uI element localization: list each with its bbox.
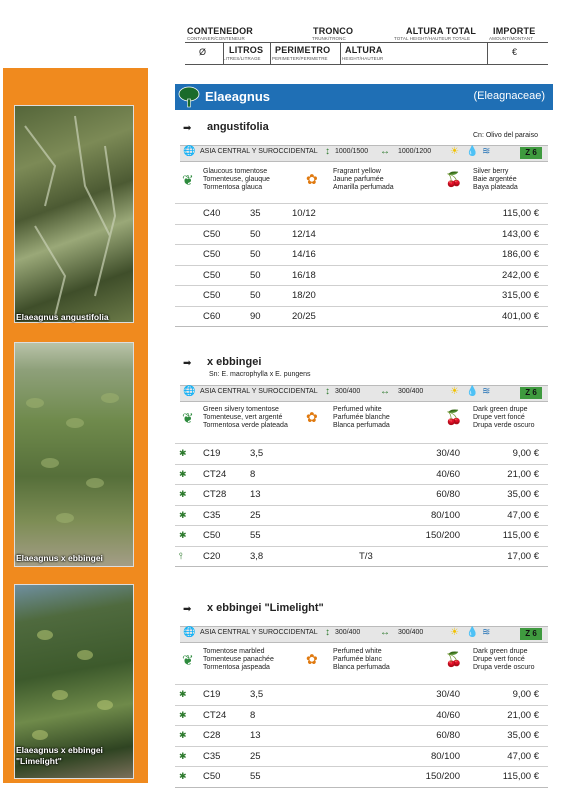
container-size: C19 bbox=[203, 689, 221, 700]
trunk-value: T/3 bbox=[359, 550, 373, 562]
flower-text-line: Parfumée blanc bbox=[333, 656, 383, 664]
liters-value: 25 bbox=[250, 750, 261, 762]
globe-icon: 🌐 bbox=[183, 627, 196, 638]
liters-value: 8 bbox=[250, 709, 256, 721]
header-altura-sub: HEIGHT/HAUTEUR bbox=[342, 56, 384, 61]
water-drop-icon: 💧 bbox=[466, 146, 479, 157]
flower-icon: ✿ bbox=[306, 409, 318, 425]
plant-icon: ✱ bbox=[179, 771, 187, 781]
wind-icon: ≋ bbox=[482, 386, 491, 397]
arrow-icon: ➡ bbox=[183, 604, 192, 615]
plant-icon: ✱ bbox=[179, 509, 187, 520]
common-name: Cn: Olivo del paraiso bbox=[473, 132, 538, 139]
header-perimeter-sub: PERIMETER/PERIMETRE bbox=[272, 56, 328, 61]
liters-value: 25 bbox=[250, 509, 261, 521]
genus-family: (Eleagnaceae) bbox=[473, 90, 545, 102]
price-value: 47,00 € bbox=[507, 750, 539, 762]
info-bar bbox=[180, 626, 548, 643]
container-size: C50 bbox=[203, 269, 221, 281]
container-size: C60 bbox=[203, 310, 221, 322]
width-range: 300/400 bbox=[398, 388, 424, 395]
section-bottom-line bbox=[175, 326, 548, 327]
price-value: 21,00 € bbox=[507, 709, 539, 721]
photo-caption: Elaeagnus x ebbingei bbox=[16, 553, 103, 563]
header-liters-sub: LITRES/LITRAGE bbox=[223, 56, 261, 61]
flower-text-line: Jaune parfumée bbox=[333, 176, 384, 184]
width-range: 300/400 bbox=[398, 629, 424, 636]
fruit-text-line: Dark green drupe bbox=[473, 648, 528, 655]
price-value: 115,00 € bbox=[502, 771, 539, 782]
species-name: x ebbingei bbox=[207, 356, 262, 368]
container-size: CT24 bbox=[203, 468, 227, 480]
header-trunk-title: TRONCO bbox=[313, 26, 354, 36]
table-row bbox=[175, 464, 548, 484]
table-row bbox=[175, 746, 548, 766]
leaf-description bbox=[203, 648, 274, 673]
photo-ebbingei bbox=[14, 342, 134, 567]
flower-text-line: Blanca perfumada bbox=[333, 422, 390, 430]
leaf-text-line: Tomenteuse panachée bbox=[203, 656, 274, 664]
height-range: 300/400 bbox=[335, 629, 361, 636]
height-value: 150/200 bbox=[425, 771, 460, 782]
width-icon: ↔ bbox=[380, 386, 390, 397]
width-icon: ↔ bbox=[380, 146, 390, 157]
height-value: 80/100 bbox=[430, 509, 460, 521]
liters-value: 55 bbox=[250, 771, 261, 782]
table-row bbox=[175, 306, 548, 326]
height-value: 30/40 bbox=[436, 689, 460, 700]
price-value: 115,00 € bbox=[502, 208, 539, 219]
fruit-text-line: Baie argentée bbox=[473, 176, 517, 184]
plant-icon: ✱ bbox=[179, 709, 187, 720]
price-value: 47,00 € bbox=[507, 509, 539, 521]
price-value: 9,00 € bbox=[512, 448, 539, 459]
liters-value: 13 bbox=[250, 489, 261, 500]
liters-value: 3,5 bbox=[250, 689, 264, 700]
height-value: 40/60 bbox=[436, 468, 460, 480]
sun-icon: ☀ bbox=[450, 146, 459, 157]
fruit-text-line: Silver berry bbox=[473, 168, 509, 175]
standard-tree-icon: ⫯ bbox=[179, 550, 183, 561]
foliage-illustration bbox=[15, 106, 133, 322]
perimeter-value: 10/12 bbox=[292, 208, 316, 219]
sun-icon: ☀ bbox=[450, 386, 459, 397]
price-value: 21,00 € bbox=[507, 468, 539, 480]
plant-icon: ✱ bbox=[179, 730, 187, 740]
fruit-text-line: Baya plateada bbox=[473, 184, 518, 192]
table-row bbox=[175, 224, 548, 244]
price-value: 143,00 € bbox=[502, 228, 539, 240]
genus-name: Elaeagnus bbox=[205, 89, 271, 104]
header-container-title: CONTENEDOR bbox=[187, 26, 254, 36]
header-currency: € bbox=[512, 47, 518, 57]
plant-icon: ✱ bbox=[179, 530, 187, 540]
header-amount-sub: AMOUNT/MONTANT bbox=[489, 36, 534, 41]
container-size: CT24 bbox=[203, 709, 227, 721]
photo-caption: Elaeagnus angustifolia bbox=[16, 312, 109, 322]
height-value: 60/80 bbox=[436, 730, 460, 741]
region-label: ASIA CENTRAL Y SUROCCIDENTAL bbox=[200, 148, 318, 155]
genus-title-bar bbox=[175, 84, 553, 110]
fruit-text-line: Dark green drupe bbox=[473, 406, 528, 413]
price-value: 17,00 € bbox=[507, 550, 539, 562]
container-size: C28 bbox=[203, 730, 221, 741]
plant-icon: ✱ bbox=[179, 468, 187, 479]
liters-value: 8 bbox=[250, 468, 256, 480]
region-label: ASIA CENTRAL Y SUROCCIDENTAL bbox=[200, 629, 318, 636]
height-range: 300/400 bbox=[335, 388, 361, 395]
height-value: 60/80 bbox=[436, 489, 460, 500]
fruit-icon: 🍒 bbox=[445, 651, 463, 667]
perimeter-value: 16/18 bbox=[292, 269, 316, 281]
leaf-text-line: Tormentosa glauca bbox=[203, 184, 263, 192]
price-value: 35,00 € bbox=[507, 489, 539, 500]
globe-icon: 🌐 bbox=[183, 386, 196, 397]
wind-icon: ≋ bbox=[482, 146, 491, 157]
fruit-icon: 🍒 bbox=[445, 171, 463, 187]
flower-text-line: Fragrant yellow bbox=[333, 168, 381, 175]
table-row bbox=[175, 285, 548, 305]
sun-icon: ☀ bbox=[450, 627, 459, 638]
height-value: 80/100 bbox=[430, 750, 460, 762]
fruit-text-line: Drupe vert foncé bbox=[473, 656, 525, 664]
plant-icon: ✱ bbox=[179, 689, 187, 699]
container-size: C40 bbox=[203, 208, 221, 219]
photo-angustifolia bbox=[14, 105, 134, 323]
price-value: 115,00 € bbox=[502, 530, 539, 541]
orange-sidebar bbox=[3, 68, 148, 783]
flower-text-line: Amarilla perfumada bbox=[333, 184, 394, 192]
perimeter-value: 18/20 bbox=[292, 290, 316, 301]
height-icon: ↕ bbox=[325, 386, 330, 397]
perimeter-value: 12/14 bbox=[292, 228, 316, 240]
region-label: ASIA CENTRAL Y SUROCCIDENTAL bbox=[200, 388, 318, 395]
fruit-text-line: Drupa verde oscuro bbox=[473, 664, 535, 672]
tree-icon bbox=[178, 86, 200, 108]
leaf-text-line: Green silvery tomentose bbox=[203, 406, 279, 413]
liters-value: 50 bbox=[250, 249, 261, 260]
flower-text-line: Perfumed white bbox=[333, 406, 382, 413]
table-row bbox=[175, 684, 548, 704]
perimeter-value: 14/16 bbox=[292, 249, 316, 260]
header-altura-title: ALTURA bbox=[345, 45, 383, 55]
flower-description bbox=[333, 168, 394, 193]
wind-icon: ≋ bbox=[482, 627, 491, 638]
container-size: C50 bbox=[203, 228, 221, 240]
container-size: C50 bbox=[203, 530, 221, 541]
container-size: C19 bbox=[203, 448, 221, 459]
arrow-icon: ➡ bbox=[183, 358, 192, 369]
container-size: C50 bbox=[203, 249, 221, 260]
leaf-description bbox=[203, 406, 288, 431]
arrow-icon: ➡ bbox=[183, 123, 192, 134]
table-row bbox=[175, 505, 548, 525]
photo-caption: Elaeagnus x ebbingei "Limelight" bbox=[16, 745, 103, 766]
container-size: C35 bbox=[203, 750, 221, 762]
fruit-icon: 🍒 bbox=[445, 409, 463, 425]
plant-icon: ✱ bbox=[179, 448, 187, 458]
price-value: 242,00 € bbox=[502, 269, 539, 281]
container-size: C20 bbox=[203, 550, 221, 562]
liters-value: 50 bbox=[250, 228, 261, 240]
table-row bbox=[175, 203, 548, 223]
price-value: 9,00 € bbox=[512, 689, 539, 700]
fruit-text-line: Drupa verde oscuro bbox=[473, 422, 535, 430]
flower-icon: ✿ bbox=[306, 651, 318, 667]
table-row bbox=[175, 265, 548, 285]
table-row bbox=[175, 766, 548, 786]
header-perimeter-title: PERIMETRO bbox=[275, 45, 331, 55]
perimeter-value: 20/25 bbox=[292, 310, 316, 322]
leaf-icon: ❦ bbox=[182, 172, 194, 188]
leaf-description bbox=[203, 168, 270, 193]
fruit-description bbox=[473, 168, 518, 193]
leaf-icon: ❦ bbox=[182, 410, 194, 426]
container-size: C50 bbox=[203, 771, 221, 782]
table-row bbox=[175, 484, 548, 504]
liters-value: 50 bbox=[250, 269, 261, 281]
liters-value: 55 bbox=[250, 530, 261, 541]
info-bar bbox=[180, 385, 548, 402]
header-container-sub: CONTAINER/CONTENEUR bbox=[187, 36, 245, 41]
table-row bbox=[175, 725, 548, 745]
header-height-sub: TOTAL HEIGHT/HAUTEUR TOTALE bbox=[394, 36, 471, 41]
container-size: CT28 bbox=[203, 489, 227, 500]
flower-text-line: Perfumed white bbox=[333, 648, 382, 655]
liters-value: 90 bbox=[250, 310, 261, 322]
table-row bbox=[175, 443, 548, 463]
price-value: 186,00 € bbox=[502, 249, 539, 260]
container-size: C50 bbox=[203, 290, 221, 301]
shrub-illustration bbox=[15, 343, 133, 566]
flower-text-line: Parfumée blanche bbox=[333, 414, 390, 422]
liters-value: 13 bbox=[250, 730, 261, 741]
price-value: 35,00 € bbox=[507, 730, 539, 741]
liters-value: 3,8 bbox=[250, 550, 264, 562]
leaf-icon: ❦ bbox=[182, 652, 194, 668]
flower-icon: ✿ bbox=[306, 171, 318, 187]
liters-value: 35 bbox=[250, 208, 261, 219]
hardiness-zone: Z 6 bbox=[520, 628, 542, 640]
fruit-description bbox=[473, 406, 534, 431]
species-name: x ebbingei "Limelight" bbox=[207, 602, 324, 614]
species-name: angustifolia bbox=[207, 121, 269, 133]
flower-description bbox=[333, 648, 390, 673]
water-drop-icon: 💧 bbox=[466, 627, 479, 638]
height-icon: ↕ bbox=[325, 146, 330, 157]
height-value: 30/40 bbox=[436, 448, 460, 459]
table-row bbox=[175, 705, 548, 725]
liters-value: 50 bbox=[250, 290, 261, 301]
header-diameter-symbol: Ø bbox=[199, 47, 207, 57]
synonym-name: Sn: E. macrophylla x E. pungens bbox=[209, 371, 311, 378]
leaf-text-line: Tormentosa jaspeada bbox=[203, 664, 270, 672]
header-trunk-sub: TRUNK/TRONC bbox=[312, 36, 346, 41]
table-row bbox=[175, 525, 548, 545]
hardiness-zone: Z 6 bbox=[520, 147, 542, 159]
header-amount-title: IMPORTE bbox=[493, 26, 536, 36]
flower-description bbox=[333, 406, 390, 431]
liters-value: 3,5 bbox=[250, 448, 264, 459]
plant-icon: ✱ bbox=[179, 750, 187, 761]
leaf-text-line: Glaucous tomentose bbox=[203, 168, 268, 175]
leaf-text-line: Tomenteuse, vert argenté bbox=[203, 414, 283, 422]
leaf-text-line: Tomentose marbled bbox=[203, 648, 265, 655]
container-size: C35 bbox=[203, 509, 221, 521]
width-icon: ↔ bbox=[380, 627, 390, 638]
height-icon: ↕ bbox=[325, 627, 330, 638]
price-value: 315,00 € bbox=[502, 290, 539, 301]
info-bar bbox=[180, 145, 548, 162]
flower-text-line: Blanca perfumada bbox=[333, 664, 390, 672]
section-bottom-line bbox=[175, 566, 548, 567]
header-liters-title: LITROS bbox=[229, 45, 264, 55]
table-row bbox=[175, 546, 548, 566]
width-range: 1000/1200 bbox=[398, 148, 432, 155]
plant-icon: ✱ bbox=[179, 489, 187, 499]
height-value: 150/200 bbox=[425, 530, 460, 541]
height-range: 1000/1500 bbox=[335, 148, 369, 155]
water-drop-icon: 💧 bbox=[466, 386, 479, 397]
leaf-text-line: Tomenteuse, glauque bbox=[203, 176, 270, 184]
fruit-text-line: Drupe vert foncé bbox=[473, 414, 525, 422]
header-height-title: ALTURA TOTAL bbox=[406, 26, 477, 36]
height-value: 40/60 bbox=[436, 709, 460, 721]
leaf-text-line: Tormentosa verde plateada bbox=[203, 422, 288, 430]
price-value: 401,00 € bbox=[502, 310, 539, 322]
table-row bbox=[175, 244, 548, 264]
globe-icon: 🌐 bbox=[183, 146, 196, 157]
hardiness-zone: Z 6 bbox=[520, 387, 542, 399]
fruit-description bbox=[473, 648, 534, 673]
